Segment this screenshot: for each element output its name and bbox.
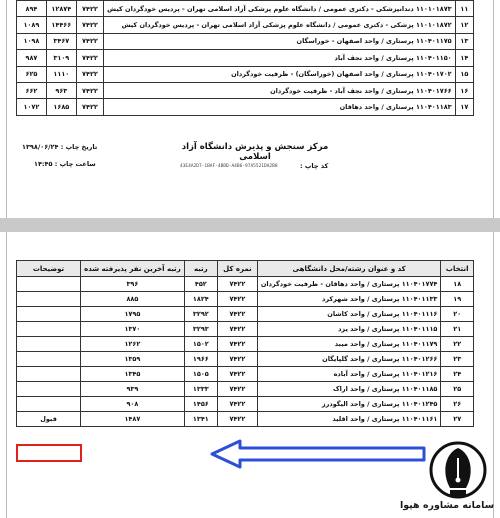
choice-number: ۱۶ — [455, 82, 473, 98]
choice-number: ۲۰ — [441, 307, 474, 322]
total-score: ۷۴۲۲ — [76, 33, 103, 49]
last-admitted-rank: ۱۳۷۰ — [81, 322, 185, 337]
last-admitted-rank: ۸۸۵ — [81, 292, 185, 307]
total-score: ۷۴۲۲ — [217, 412, 257, 427]
status-note — [17, 277, 81, 292]
choice-number: ۱۲ — [455, 17, 473, 33]
table-row — [17, 352, 474, 367]
rank-value: ۳۲۹۲ — [184, 307, 217, 322]
last-admitted-rank: ۱۳۴۵ — [81, 367, 185, 382]
last-admitted-rank: ۹۰۸ — [81, 397, 185, 412]
header-num: انتخاب — [441, 261, 474, 277]
status-note — [17, 337, 81, 352]
program-name: ۱۱۰۴۰۱۱۳۳ پرستاری / واحد شهرکرد — [257, 292, 441, 307]
table-row — [17, 337, 474, 352]
rank-value: ۱۵۰۵ — [184, 367, 217, 382]
last-admitted-rank: ۸۹۴ — [17, 1, 47, 17]
total-score: ۷۴۲۲ — [76, 66, 103, 82]
bottom-results-table — [16, 260, 474, 427]
page-separator — [0, 218, 500, 232]
rank-value: ۱۵۰۲ — [184, 337, 217, 352]
header-rank: رتبه — [184, 261, 217, 277]
table-row — [17, 382, 474, 397]
rank-value: ۱۴۴۶۶ — [46, 17, 76, 33]
last-admitted-rank: ۱۰۷۲ — [17, 99, 47, 115]
rank-value: ۱۶۸۵ — [46, 99, 76, 115]
print-time: ساعت چاپ : ۱۴:۴۵ — [34, 160, 96, 168]
last-admitted-rank: ۳۹۶ — [81, 277, 185, 292]
table-row — [17, 367, 474, 382]
table-row — [17, 99, 474, 115]
rank-value: ۱۹۶۶ — [184, 352, 217, 367]
table-row — [17, 322, 474, 337]
choice-number: ۱۱ — [455, 1, 473, 17]
print-code-label: کد چاپ : — [300, 162, 329, 170]
header-total: نمره کل — [217, 261, 257, 277]
rank-value: ۳۱۰۹ — [46, 50, 76, 66]
choice-number: ۲۶ — [441, 397, 474, 412]
total-score: ۷۴۲۲ — [76, 82, 103, 98]
program-name: ۱۱۰۴۰۱۲۶۶ پرستاری / واحد گلپایگان — [257, 352, 441, 367]
rank-value: ۳۴۶۷ — [46, 33, 76, 49]
last-admitted-rank: ۹۸۷ — [17, 50, 47, 66]
program-name: ۱۱۰۴۰۱۷۷۴ پرستاری / واحد دهاقان - ظرفیت خودگردان — [257, 277, 441, 292]
choice-number: ۱۵ — [455, 66, 473, 82]
page-title: مرکز سنجش و پذیرش دانشگاه آزاد اسلامی — [181, 142, 329, 162]
total-score: ۷۴۲۲ — [217, 322, 257, 337]
table-row — [17, 412, 474, 427]
table-row — [17, 277, 474, 292]
header-name: کد و عنوان رشته/محل دانشگاهی — [257, 261, 441, 277]
total-score: ۷۴۲۲ — [217, 292, 257, 307]
last-admitted-rank: ۱۲۶۲ — [81, 337, 185, 352]
rank-value: ۹۶۳ — [46, 82, 76, 98]
program-name: ۱۱۰۴۰۱۲۴۵ پرستاری / واحد الیگودرز — [257, 397, 441, 412]
print-code-value: 43E4A2D7-1BAF-4BDD-A4B6-97A5521DA2B8 — [180, 164, 278, 169]
total-score: ۷۴۲۲ — [217, 307, 257, 322]
total-score: ۷۴۲۲ — [76, 17, 103, 33]
last-admitted-rank: ۹۳۹ — [81, 382, 185, 397]
top-results-table — [16, 0, 474, 116]
pointer-arrow-icon — [210, 438, 428, 470]
last-admitted-rank: ۱۰۹۸ — [17, 33, 47, 49]
total-score: ۷۴۲۲ — [217, 397, 257, 412]
choice-number: ۱۳ — [455, 33, 473, 49]
table-row — [17, 307, 474, 322]
print-date: تاریخ چاپ : ۱۳۹۸/۰۶/۲۴ — [22, 143, 98, 151]
status-note — [17, 307, 81, 322]
header-note: توضیحات — [17, 261, 81, 277]
program-name: ۱۱۰۴۰۱۱۷۹ پرستاری / واحد میبد — [257, 337, 441, 352]
total-score: ۷۴۲۲ — [76, 99, 103, 115]
table-row — [17, 66, 474, 82]
rank-value: ۱۲۸۷۴ — [46, 1, 76, 17]
choice-number: ۲۵ — [441, 382, 474, 397]
program-name: ۱۱۰۴۰۱۱۷۵ پرستاری / واحد اصفهان - خوراسگان — [104, 33, 456, 49]
last-admitted-rank: ۱۳۵۹ — [81, 352, 185, 367]
total-score: ۷۴۲۲ — [217, 337, 257, 352]
program-name: ۱۱۰۴۰۱۱۸۳ پرستاری / واحد دهاقان — [104, 99, 456, 115]
table-row — [17, 292, 474, 307]
table-row — [17, 33, 474, 49]
choice-number: ۱۷ — [455, 99, 473, 115]
choice-number: ۱۹ — [441, 292, 474, 307]
table-row — [17, 397, 474, 412]
rank-value: ۱۳۴۱ — [184, 412, 217, 427]
choice-number: ۱۸ — [441, 277, 474, 292]
table-header-row — [17, 261, 474, 277]
accepted-highlight-box — [16, 444, 82, 462]
program-name: ۱۱۰۱۰۱۸۷۳ دندانپزشکی - دکتری عمومی / دانشگاه علوم پزشکی آزاد اسلامی تهران - پردیس خودگردان کیش — [104, 1, 456, 17]
rank-value: ۱۳۳۳ — [184, 382, 217, 397]
total-score: ۷۴۲۲ — [217, 277, 257, 292]
total-score: ۷۴۲۲ — [217, 367, 257, 382]
program-name: ۱۱۰۴۰۱۲۱۶ پرستاری / واحد آباده — [257, 367, 441, 382]
program-name: ۱۱۰۴۰۱۱۱۵ پرستاری / واحد یزد — [257, 322, 441, 337]
total-score: ۷۴۲۲ — [217, 382, 257, 397]
rank-value: ۴۵۲ — [184, 277, 217, 292]
table-row — [17, 82, 474, 98]
choice-number: ۲۴ — [441, 367, 474, 382]
program-name: ۱۱۰۴۰۱۱۶۱ پرستاری / واحد اقلید — [257, 412, 441, 427]
status-note — [17, 397, 81, 412]
total-score: ۷۴۲۲ — [76, 1, 103, 17]
choice-number: ۲۲ — [441, 337, 474, 352]
program-name: ۱۱۰۴۰۱۱۱۶ پرستاری / واحد کاشان — [257, 307, 441, 322]
choice-number: ۲۳ — [441, 352, 474, 367]
status-note — [17, 367, 81, 382]
last-admitted-rank: ۱۷۹۵ — [81, 307, 185, 322]
rank-value: ۳۲۹۳ — [184, 322, 217, 337]
rank-value: ۱۱۱۰ — [46, 66, 76, 82]
program-name: ۱۱۰۴۰۱۱۸۵ پرستاری / واحد اراک — [257, 382, 441, 397]
header-min-rank: رتبه آخرین نفر پذیرفته شده — [81, 261, 185, 277]
program-name: ۱۱۰۴۰۱۷۶۶ پرستاری / واحد نجف آباد - ظرفیت خودگردان — [104, 82, 456, 98]
table-row — [17, 50, 474, 66]
status-note — [17, 382, 81, 397]
program-name: ۱۱۰۴۰۱۱۵۰ پرستاری / واحد نجف آباد — [104, 50, 456, 66]
table-row — [17, 17, 474, 33]
status-note — [17, 352, 81, 367]
table-row — [17, 1, 474, 17]
choice-number: ۲۱ — [441, 322, 474, 337]
status-note: قبول — [17, 412, 81, 427]
last-admitted-rank: ۱۰۸۹ — [17, 17, 47, 33]
choice-number: ۲۷ — [441, 412, 474, 427]
logo-caption: سامانه مشاوره هپوا — [399, 500, 495, 511]
program-name: ۱۱۰۱۰۱۸۷۲ پزشکی - دکتری عمومی / دانشگاه علوم پزشکی آزاد اسلامی تهران - پردیس خودگردان کیش — [104, 17, 456, 33]
choice-number: ۱۴ — [455, 50, 473, 66]
last-admitted-rank: ۶۶۲ — [17, 82, 47, 98]
rank-value: ۱۴۵۶ — [184, 397, 217, 412]
last-admitted-rank: ۱۴۸۷ — [81, 412, 185, 427]
status-note — [17, 322, 81, 337]
program-name: ۱۱۰۴۰۱۷۰۲ پرستاری / واحد اصفهان (خوراسگان) - ظرفیت خودگردان — [104, 66, 456, 82]
pen-nib-icon — [420, 440, 496, 502]
total-score: ۷۴۲۲ — [217, 352, 257, 367]
status-note — [17, 292, 81, 307]
rank-value: ۱۸۲۴ — [184, 292, 217, 307]
total-score: ۷۴۲۲ — [76, 50, 103, 66]
last-admitted-rank: ۶۲۵ — [17, 66, 47, 82]
